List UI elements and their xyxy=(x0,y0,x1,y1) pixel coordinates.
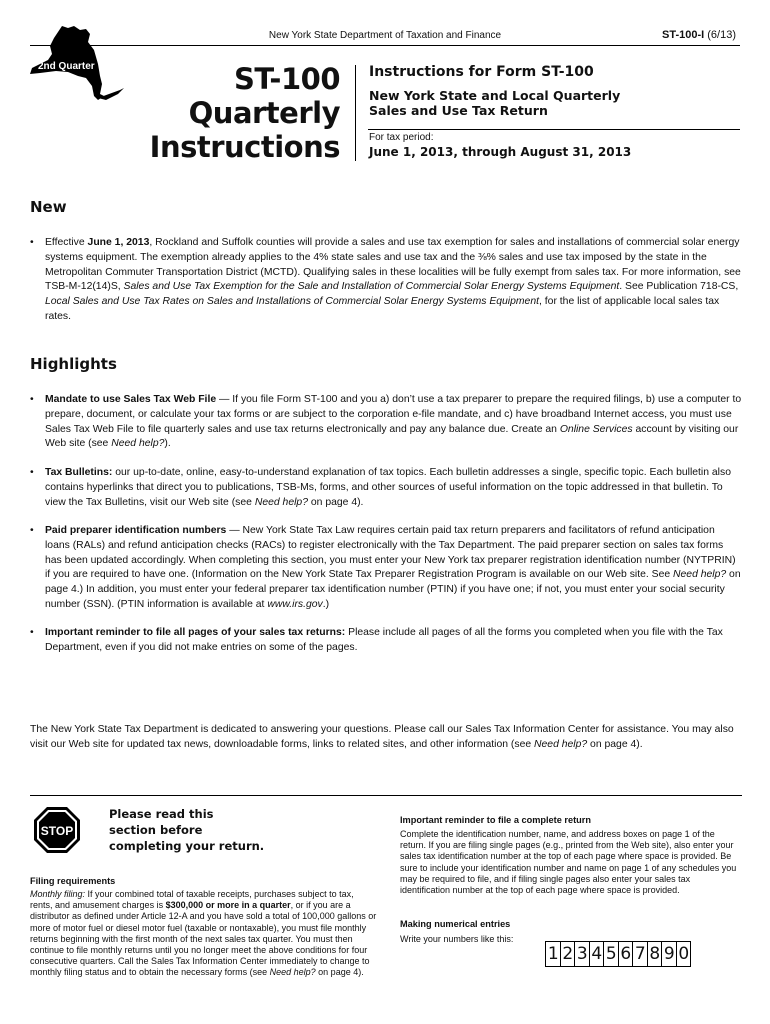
section-rule xyxy=(30,795,742,796)
form-revision: (6/13) xyxy=(707,29,736,41)
text-run: If your combined total of taxable receipts, purchases subject to tax, rents, and amusement charges is xyxy=(30,889,354,911)
numerical-entries-text: Write your numbers like this: xyxy=(400,934,514,944)
big-title-line: Quarterly xyxy=(188,96,340,130)
need-help-ref: Need help? xyxy=(254,496,308,508)
filing-requirements-text xyxy=(30,889,378,979)
stop-sign-icon xyxy=(33,806,81,854)
text-run: .) xyxy=(322,598,330,610)
bulletins-bullet xyxy=(30,466,742,510)
irs-website: www.irs.gov xyxy=(267,598,323,610)
complete-return-text: Complete the identification number, name, and address boxes on page 1 of the return. If you are filing single pages (e.g., printed from the Web site), also enter your sales tax identification number at the top of each page where space is provided. Be sure to include your identification number and name on page 1 of any schedules you may be required to file, and if filing single pages also enter your sales tax identification number at the top of each page where space is provided. xyxy=(400,829,737,896)
text-run: , Rockland and Suffolk counties will provide a sales and use tax exemption for sales and installations of commercial solar energy systems equipment. The exemption already applies to the 4% state sales and use tax and the ⅜% sales and use tax imposed by the state in the Metropolitan Commuter Transportation District (MCTD). Qualifying sales in these localities will be fully exempt from sales tax. For more information, see TSB-M-12(14)S, xyxy=(45,237,741,293)
big-title-line: Instructions xyxy=(149,130,340,164)
sample-digit: 5 xyxy=(603,941,619,967)
bullet-text xyxy=(45,393,742,452)
sample-digit: 9 xyxy=(661,941,677,967)
reminder-bullet xyxy=(30,626,742,656)
effective-date: June 1, 2013 xyxy=(87,237,150,248)
title-divider xyxy=(355,65,356,161)
text-run: Please include all pages of all the forms you completed when you file with the Tax Department, even if you did not make entries on some of the pages. xyxy=(45,627,723,653)
bullet-dot: • xyxy=(30,237,34,248)
sample-digit: 7 xyxy=(632,941,648,967)
new-bullet xyxy=(30,236,742,325)
sample-digit: 1 xyxy=(545,941,561,967)
notice-line: section before xyxy=(109,823,203,837)
text-run: our up-to-date, online, easy-to-understand explanation of tax topics. Each bulletin addresses a single, specific topic. Each bulletin also contains hyperlinks that direct you to publications, TSB-Ms, forms, and other sources of useful information on the topic addressed in that bulletin. To view the Tax Bulletins, visit our Web site (see xyxy=(45,467,731,508)
bullet-lead: Paid preparer identification numbers xyxy=(45,525,227,536)
agency-name: New York State Department of Taxation and Finance xyxy=(268,30,502,41)
bullet-dot: • xyxy=(30,525,34,536)
sample-digit: 8 xyxy=(647,941,663,967)
preparer-bullet xyxy=(30,524,742,613)
header-rule xyxy=(30,45,740,46)
text-run: on page 4). xyxy=(587,738,643,750)
text-run: , for the list of applicable local sales tax rates. xyxy=(45,296,720,322)
text-run: — New York State Tax Law requires certain paid tax return preparers and facilitators of refund anticipation loans (RALs) and refund anticipation checks (RACs) to register electronically with the Tax Department. The paid preparer section on sales tax forms has been updated accordingly. When completing this section, you must enter your New York tax preparer registration identification number (NYTPRIN) if you are required to have one. (Information on the New York State Tax Preparer Registration Program is available on our Web site. See xyxy=(45,525,736,581)
need-help-ref: Need help? xyxy=(673,569,727,581)
dedicated-paragraph xyxy=(30,723,742,753)
threshold-amount: $300,000 or more in a quarter xyxy=(165,900,291,911)
highlights-heading: Highlights xyxy=(30,355,117,373)
mandate-bullet xyxy=(30,393,742,452)
sample-digits xyxy=(545,941,690,967)
period-label: For tax period: xyxy=(369,132,434,143)
complete-return-heading: Important reminder to file a complete return xyxy=(400,815,591,825)
read-before-notice xyxy=(109,806,309,854)
period-rule xyxy=(368,129,740,130)
sample-digit: 4 xyxy=(589,941,605,967)
sample-digit: 3 xyxy=(574,941,590,967)
bullet-text xyxy=(45,524,742,613)
text-run: , or if you are a distributor as defined under Article 12-A and you have sold a total of 100,000 gallons or more of motor fuel or diesel motor fuel (taxable or nontaxable), you must file monthly returns beginning with the first month of the next sales tax quarter. You must then continue to file monthly returns until you no longer meet the above conditions for four consecutive quarters. Call the Sales Tax Information Center immediately to change to monthly filing status and to obtain the necessary forms (see xyxy=(30,900,377,978)
text-run: ). xyxy=(164,438,171,450)
tsb-title: Sales and Use Tax Exemption for the Sale and Installation of Commercial Solar Energy Systems Equipment xyxy=(123,281,620,293)
notice-line: Please read this xyxy=(109,807,214,821)
text-run: on page 4.) In addition, you must enter your federal preparer tax identification number (PTIN) if you have one; if not, you must enter your social security number (SSN). (PTIN information is available at xyxy=(45,569,741,610)
big-title-line: ST-100 xyxy=(234,62,340,96)
text-run: . See Publication 718-CS, xyxy=(619,281,739,293)
subtitle-line: New York State and Local Quarterly xyxy=(369,88,621,103)
text-run: on page 4). xyxy=(307,496,364,508)
need-help-ref: Need help? xyxy=(111,438,165,450)
sample-digit: 0 xyxy=(676,941,692,967)
bullet-lead: Important reminder to file all pages of your sales tax returns: xyxy=(45,627,346,638)
online-services-term: Online Services xyxy=(559,423,633,435)
text-run: account by visiting our Web site (see xyxy=(45,423,739,450)
bullet-dot: • xyxy=(30,394,34,405)
filing-requirements-heading: Filing requirements xyxy=(30,876,116,886)
numerical-entries-heading: Making numerical entries xyxy=(400,919,511,929)
bullet-text xyxy=(45,466,742,510)
form-id xyxy=(662,29,736,41)
text-run: on page 4). xyxy=(315,967,364,978)
text-run: The New York State Tax Department is dedicated to answering your questions. Please call our Sales Tax Information Center for assistance. You may also visit our Web site for updated tax news, downloadable forms, links to related sites, and other information (see xyxy=(30,724,734,750)
quarter-label: 2nd Quarter xyxy=(38,61,95,72)
instructions-subtitle xyxy=(369,88,709,118)
bullet-text xyxy=(45,626,742,656)
sample-digit: 2 xyxy=(560,941,576,967)
need-help-ref: Need help? xyxy=(534,738,588,750)
bullet-dot: • xyxy=(30,627,34,638)
sample-digit: 6 xyxy=(618,941,634,967)
bullet-lead: Mandate to use Sales Tax Web File xyxy=(45,394,217,405)
text-run: — If you file Form ST-100 and you a) don’t use a tax preparer to prepare the required filings, b) use a computer to prepare, document, or calculate your tax forms or are subject to the corporation e-file mandate, and c) have broadband Internet access, you must use Sales Tax Web File to file quarterly sales and use tax returns electronically and pay any balance due. Create an xyxy=(45,394,742,435)
bullet-dot: • xyxy=(30,467,34,478)
big-title xyxy=(140,62,340,164)
text-run: Effective xyxy=(45,237,88,248)
period-value: June 1, 2013, through August 31, 2013 xyxy=(369,145,632,159)
need-help-ref: Need help? xyxy=(269,967,316,978)
bullet-text xyxy=(45,236,742,325)
publication-title: Local Sales and Use Tax Rates on Sales and Installations of Commercial Solar Energy Systems Equipment xyxy=(45,296,539,308)
stop-sign-text: STOP xyxy=(40,824,74,838)
instructions-title: Instructions for Form ST-100 xyxy=(369,64,594,80)
form-number: ST-100-I xyxy=(662,29,705,41)
subtitle-line: Sales and Use Tax Return xyxy=(369,103,548,118)
new-heading: New xyxy=(30,198,67,216)
monthly-filing-label: Monthly filing: xyxy=(30,889,86,899)
notice-line: completing your return. xyxy=(109,839,265,853)
bullet-lead: Tax Bulletins: xyxy=(45,467,113,478)
